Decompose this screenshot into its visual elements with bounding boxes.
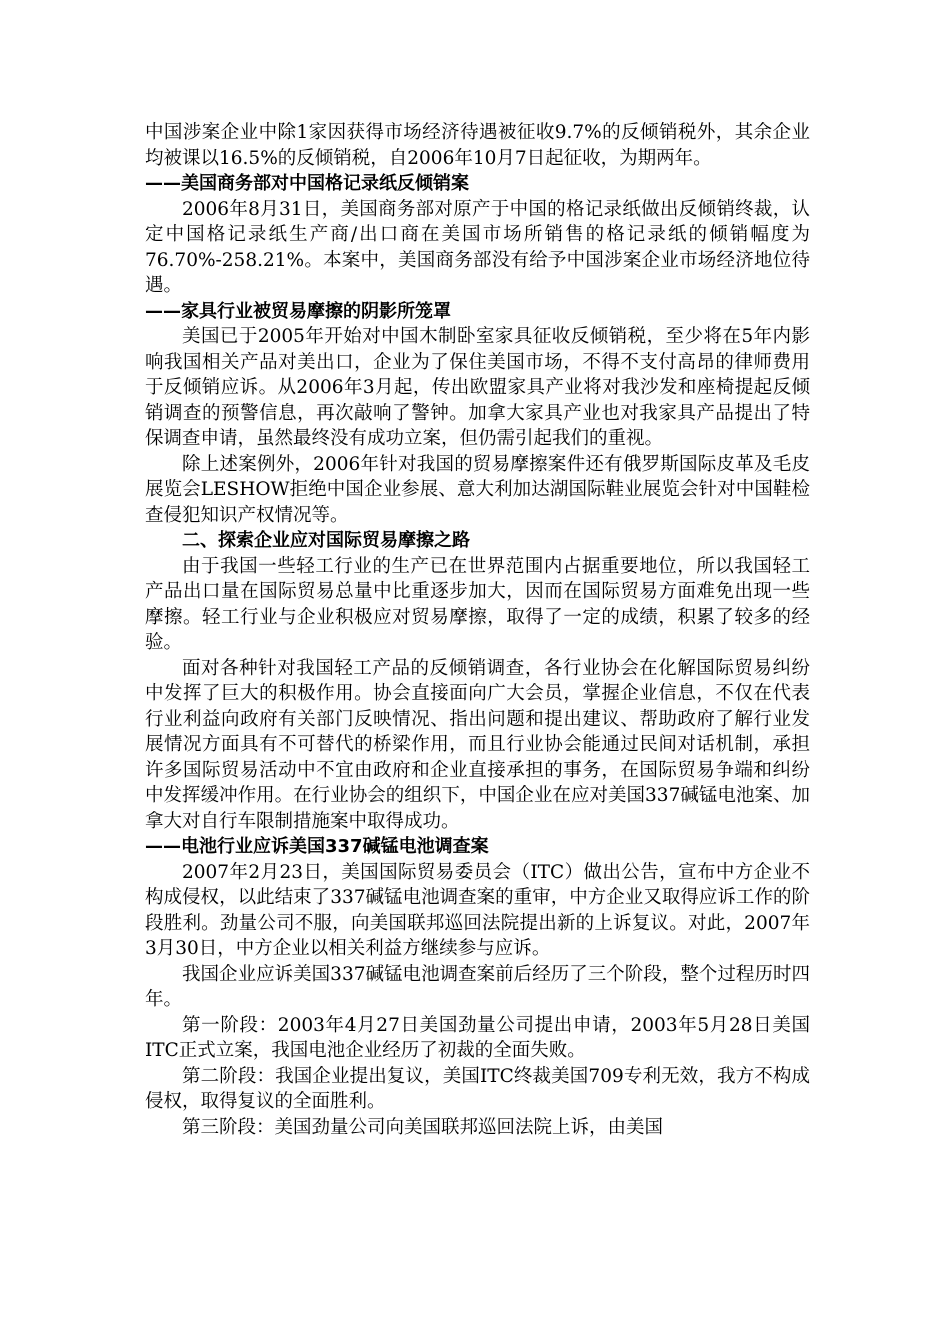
paragraph-itc-announcement: 2007年2月23日，美国国际贸易委员会（ITC）做出公告，宣布中方企业不构成侵权，以此结束了337碱锰电池调查案的重审，中方企业又取得应诉工作的阶段胜利。劲量公司不服，向美国联邦巡回法院提出新的上诉复议。对此，2007年3月30日，中方企业以相关利益方继续参与应诉。 — [145, 861, 810, 959]
paragraph-light-industry: 由于我国一些轻工行业的生产已在世界范围内占据重要地位，所以我国轻工产品出口量在国际贸易总量中比重逐步加大，因而在国际贸易方面难免出现一些摩擦。轻工行业与企业积极应对贸易摩擦，取得了一定的成绩，积累了较多的经验。 — [145, 555, 810, 653]
paragraph-duty-result: 中国涉案企业中除1家因获得市场经济待遇被征收9.7%的反倾销税外，其余企业均被课以16.5%的反倾销税，自2006年10月7日起征收，为期两年。 — [145, 122, 810, 169]
heading-battery-case: ——电池行业应诉美国337碱锰电池调查案 — [145, 836, 489, 857]
paragraph-industry-associations: 面对各种针对我国轻工产品的反倾销调查，各行业协会在化解国际贸易纠纷中发挥了巨大的积极作用。协会直接面向广大会员，掌握企业信息，不仅在代表行业利益向政府有关部门反映情况、指出问题和提出建议、帮助政府了解行业发展情况方面具有不可替代的桥梁作用，而且行业协会能通过民间对话机制，承担许多国际贸易活动中不宜由政府和企业直接承担的事务，在国际贸易争端和纠纷中发挥缓冲作用。在行业协会的组织下，中国企业在应对美国337碱锰电池案、加拿大对自行车限制措施案中取得成功。 — [145, 657, 810, 832]
paragraph-other-cases: 除上述案例外，2006年针对我国的贸易摩擦案件还有俄罗斯国际皮革及毛皮展览会LESHOW拒绝中国企业参展、意大利加达湖国际鞋业展览会针对中国鞋检查侵犯知识产权情况等。 — [145, 453, 810, 526]
document-page — [145, 120, 810, 1140]
heading-section-two: 二、探索企业应对国际贸易摩擦之路 — [182, 530, 470, 551]
paragraph-recording-paper: 2006年8月31日，美国商务部对原产于中国的格记录纸做出反倾销终裁，认定中国格记录纸生产商/出口商在美国市场所销售的格记录纸的倾销幅度为76.70%-258.21%。本案中，美国商务部没有给予中国涉案企业市场经济地位待遇。 — [145, 198, 810, 296]
heading-recording-paper-case: ——美国商务部对中国格记录纸反倾销案 — [145, 173, 469, 194]
heading-furniture-industry: ——家具行业被贸易摩擦的阴影所笼罩 — [145, 300, 451, 322]
paragraph-stage-three: 第三阶段：美国劲量公司向美国联邦巡回法院上诉，由美国 — [182, 1116, 664, 1138]
paragraph-three-stages: 我国企业应诉美国337碱锰电池调查案前后经历了三个阶段，整个过程历时四年。 — [145, 963, 810, 1010]
paragraph-stage-one: 第一阶段：2003年4月27日美国劲量公司提出申请，2003年5月28日美国ITC正式立案，我国电池企业经历了初裁的全面失败。 — [145, 1014, 810, 1061]
paragraph-furniture: 美国已于2005年开始对中国木制卧室家具征收反倾销税，至少将在5年内影响我国相关产品对美出口，企业为了保住美国市场，不得不支付高昂的律师费用于反倾销应诉。从2006年3月起，传出欧盟家具产业将对我沙发和座椅提起反倾销调查的预警信息，再次敲响了警钟。加拿大家具产业也对我家具产品提出了特保调查申请，虽然最终没有成功立案，但仍需引起我们的重视。 — [145, 326, 810, 449]
paragraph-stage-two: 第二阶段：我国企业提出复议，美国ITC终裁美国709专利无效，我方不构成侵权，取得复议的全面胜利。 — [145, 1065, 810, 1112]
